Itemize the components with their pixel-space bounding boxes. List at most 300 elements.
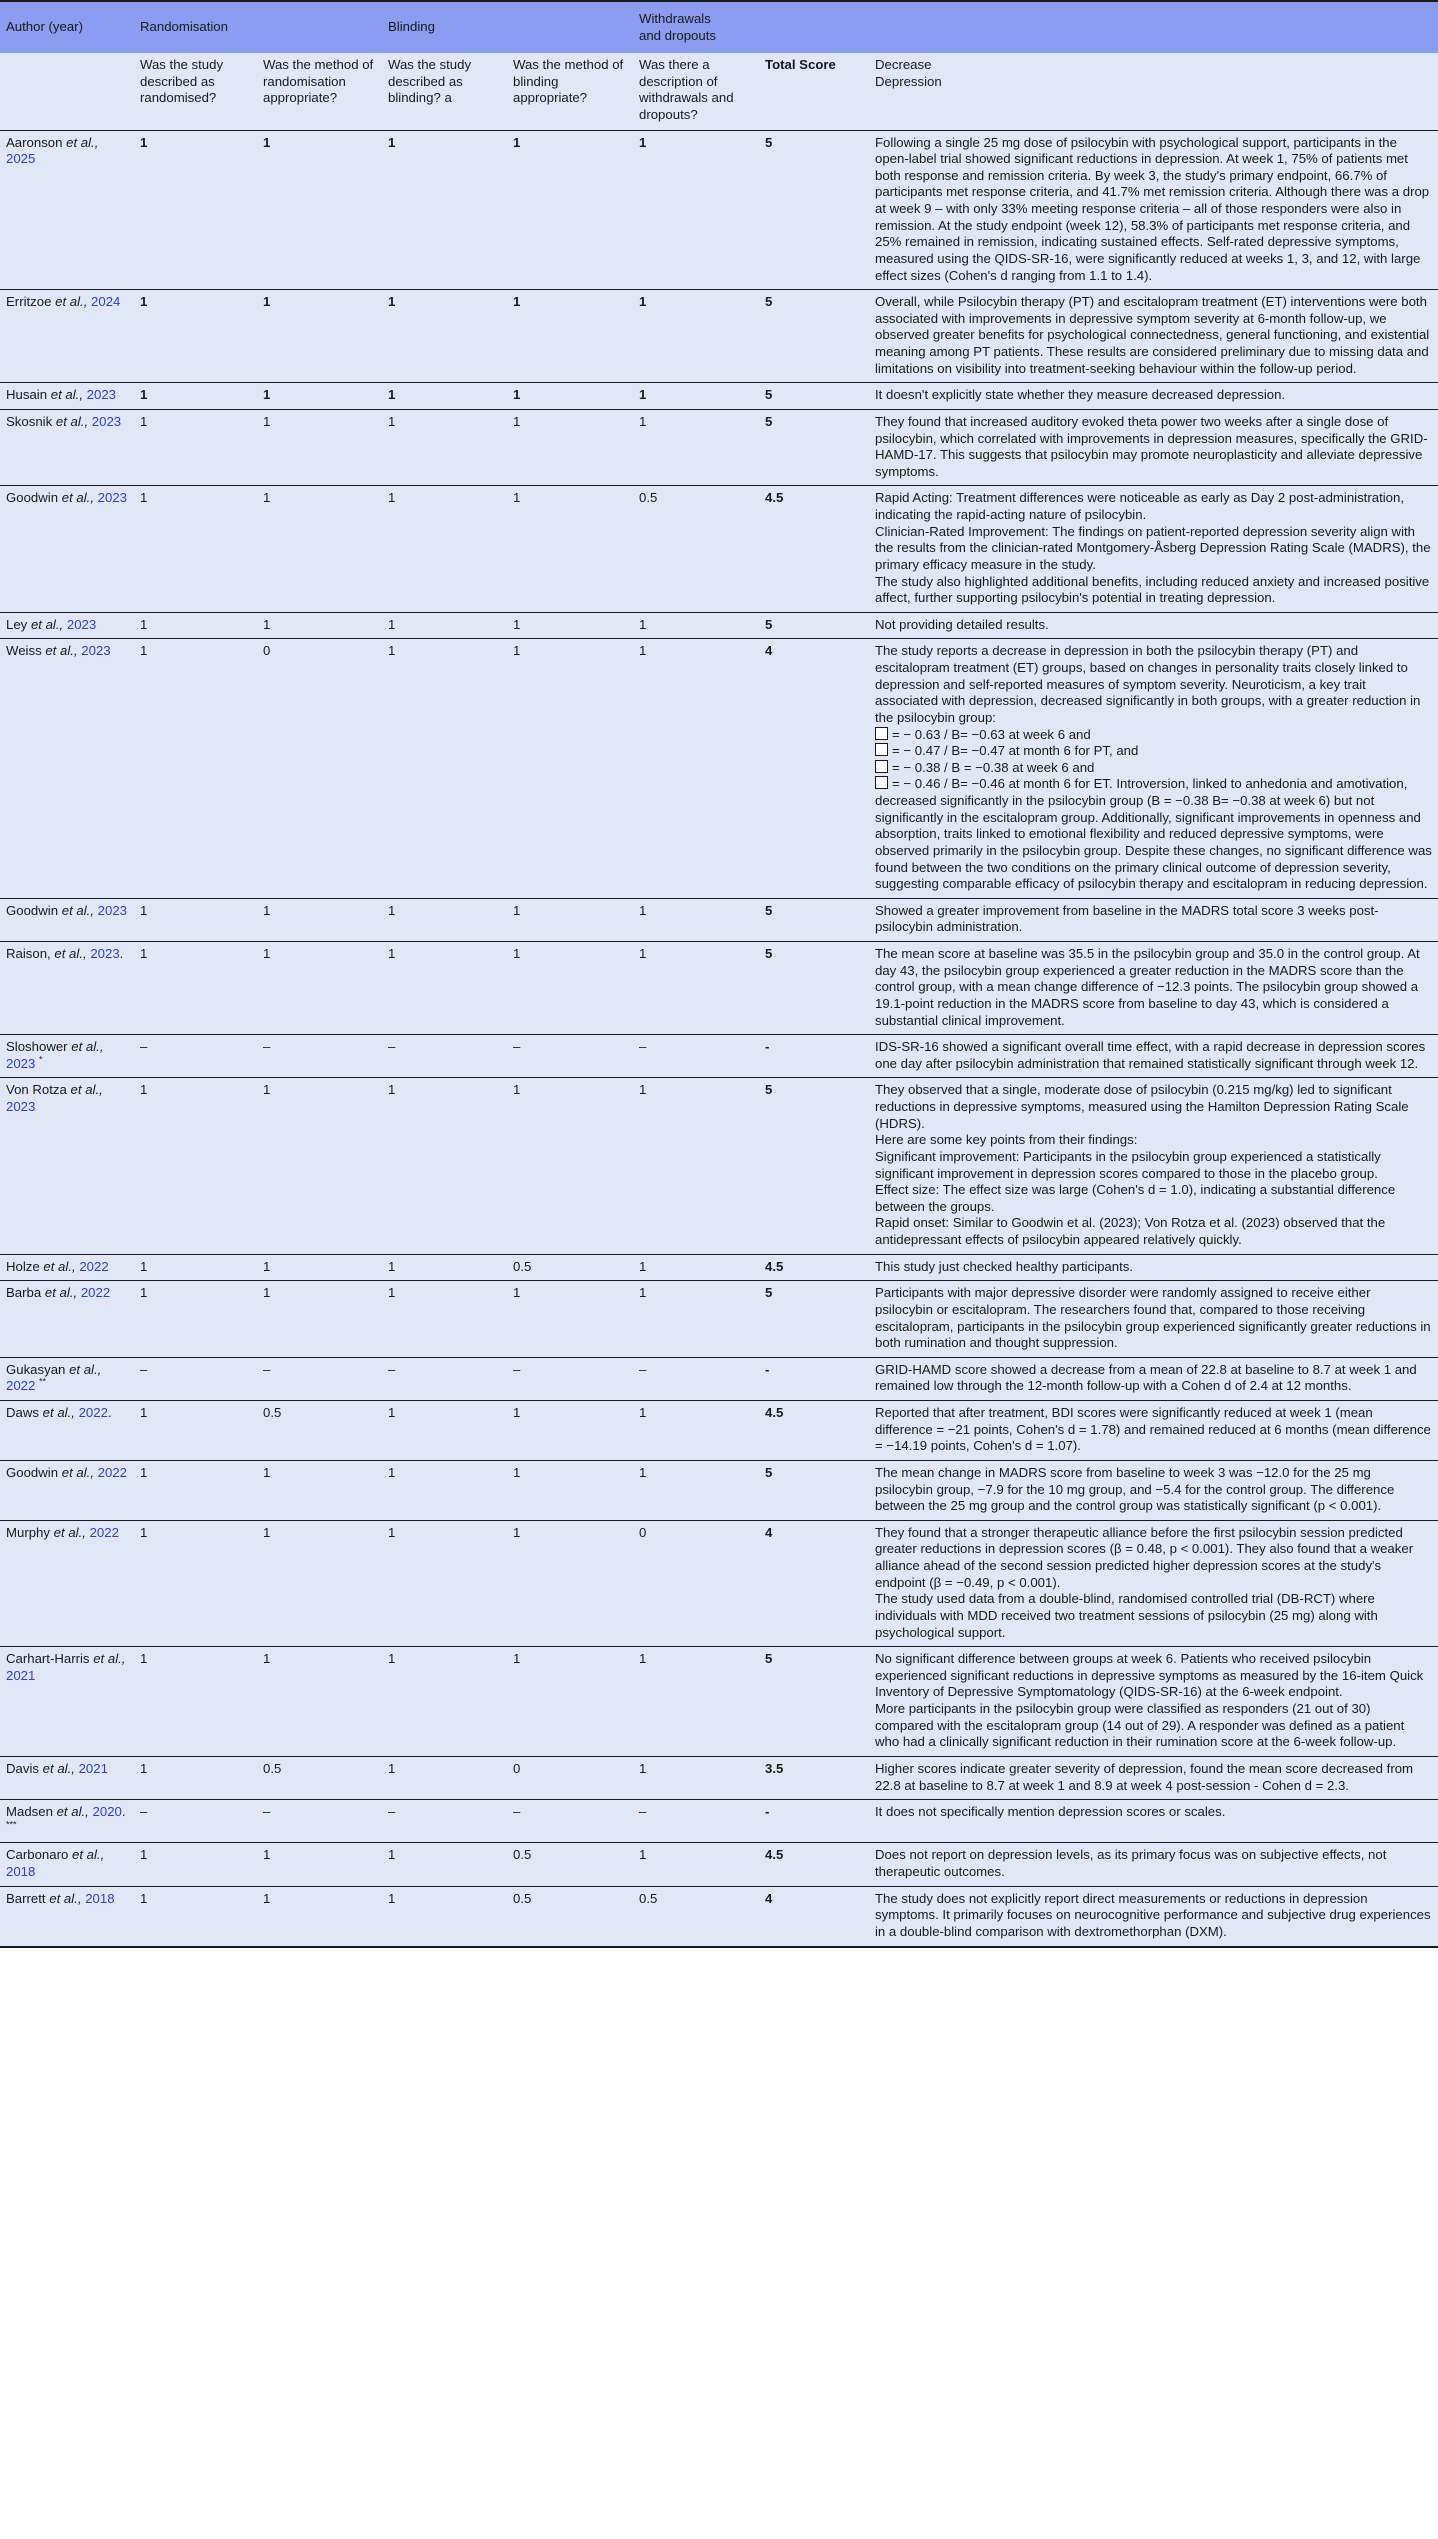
score-blind-described: 1 (382, 612, 507, 639)
author-name: Davis (6, 1760, 39, 1776)
author-name: Daws (6, 1405, 39, 1420)
decrease-text: Does not report on depression levels, as its primary focus was on subjective effects, not therapeutic outcomes. (875, 1847, 1387, 1879)
total-score: 5 (759, 409, 869, 486)
author-etal: et al., (53, 1524, 86, 1540)
score-blind-method: 1 (507, 1401, 633, 1461)
author-etal: et al., (55, 413, 89, 429)
year-link[interactable]: 2023 (81, 643, 111, 659)
decrease-text: They found that increased auditory evoked theta power two weeks after a single dose of psilocybin, which correlated with improvements in depression measures, specifically the GRID-HAMD-17. This suggests that psilocybin may promote neuroplasticity and alleviate depressive symptoms. (875, 413, 1428, 479)
header-q-blind-described: Was the study described as blinding? a (382, 53, 507, 130)
header-randomisation: Randomisation (134, 1, 382, 53)
author-name: Skosnik (6, 413, 53, 429)
score-blind-described: – (382, 1357, 507, 1400)
decrease-text: The mean change in MADRS score from baseline to week 3 was −12.0 for the 25 mg psilocybin group, −7.9 for the 10 mg group, and −5.4 for the control group. The difference between the 25 mg group and the control group was statistically significant (p < 0.001). (875, 1464, 1395, 1514)
year-link[interactable]: 2022 (79, 1258, 109, 1274)
decrease-depression-cell (869, 639, 1438, 898)
score-blind-method: 1 (507, 130, 633, 290)
score-blind-method: 1 (507, 1520, 633, 1646)
score-withdrawals: 1 (633, 290, 759, 383)
decrease-point: Rapid onset: Similar to Goodwin et al. (2023); Von Rotza et al. (2023) observed that the antidepressant effects of psilocybin appeared relatively quickly. (875, 1215, 1386, 1247)
decrease-text: This study just checked healthy participants. (875, 1258, 1134, 1274)
score-blind-method: 1 (507, 383, 633, 410)
author-cell (0, 612, 134, 639)
score-withdrawals: – (633, 1357, 759, 1400)
table-header (0, 1, 1438, 130)
total-score: 5 (759, 612, 869, 639)
year-link[interactable]: 2021 (6, 1667, 36, 1683)
score-blind-described: 1 (382, 942, 507, 1035)
total-score: 5 (759, 1078, 869, 1254)
score-withdrawals: 1 (633, 1401, 759, 1461)
decrease-check-text: = − 0.63 / B= −0.63 at week 6 and (892, 726, 1091, 742)
score-rand-method: 1 (257, 1078, 382, 1254)
score-withdrawals: 1 (633, 130, 759, 290)
score-rand-method: – (257, 1800, 382, 1843)
score-blind-method: – (507, 1035, 633, 1078)
table-row (0, 409, 1438, 486)
decrease-depression-cell (869, 1035, 1438, 1078)
score-rand-method: 0.5 (257, 1756, 382, 1799)
score-rand-method: 1 (257, 612, 382, 639)
score-blind-method: 0.5 (507, 1843, 633, 1886)
score-rand-described: – (134, 1800, 257, 1843)
header-decrease-depression: Decrease Depression (869, 53, 1438, 130)
decrease-text: It doesn't explicitly state whether they measure decreased depression. (875, 387, 1286, 403)
total-score: - (759, 1035, 869, 1078)
score-rand-method: 1 (257, 290, 382, 383)
year-link[interactable]: 2023 (97, 490, 128, 506)
score-rand-described: 1 (134, 486, 257, 612)
author-name: Murphy (6, 1524, 50, 1540)
score-rand-described: 1 (134, 1460, 257, 1520)
score-rand-method: 1 (257, 898, 382, 941)
score-blind-described: 1 (382, 383, 507, 410)
decrease-depression-cell (869, 1843, 1438, 1886)
author-name: Carbonaro (6, 1847, 69, 1863)
score-rand-described: 1 (134, 1843, 257, 1886)
decrease-depression-cell (869, 1254, 1438, 1281)
decrease-depression-cell (869, 1647, 1438, 1757)
table-row (0, 612, 1438, 639)
score-withdrawals: 1 (633, 1843, 759, 1886)
score-rand-method: 1 (257, 1254, 382, 1281)
score-withdrawals: 0.5 (633, 486, 759, 612)
score-rand-described: 1 (134, 1078, 257, 1254)
score-rand-method: 1 (257, 1460, 382, 1520)
table-row (0, 1843, 1438, 1886)
decrease-depression-cell (869, 1460, 1438, 1520)
author-cell (0, 1035, 134, 1078)
total-score: 4.5 (759, 1843, 869, 1886)
header-q-rand-described: Was the study described as randomised? (134, 53, 257, 130)
decrease-depression-cell (869, 1800, 1438, 1843)
author-etal: et al., (66, 134, 99, 150)
year-link[interactable]: 2023 (86, 387, 117, 403)
score-blind-described: 1 (382, 1460, 507, 1520)
header-q-blind-method: Was the method of blinding appropriate? (507, 53, 633, 130)
table-row (0, 1401, 1438, 1461)
decrease-depression-cell (869, 130, 1438, 290)
score-rand-described: 1 (134, 1756, 257, 1799)
score-rand-method: 1 (257, 486, 382, 612)
author-etal: et al., (50, 387, 83, 403)
score-rand-method: – (257, 1035, 382, 1078)
author-etal: et al., (55, 294, 88, 310)
decrease-depression-cell (869, 1401, 1438, 1461)
score-blind-described: 1 (382, 898, 507, 941)
score-withdrawals: 1 (633, 612, 759, 639)
score-rand-described: – (134, 1035, 257, 1078)
score-blind-described: 1 (382, 1647, 507, 1757)
table-row (0, 1254, 1438, 1281)
decrease-text: Higher scores indicate greater severity of depression, found the mean score decreased from 22.8 at baseline to 8.7 at week 1 and 8.9 at week 4 post-session - Cohen d = 2.3. (875, 1760, 1414, 1793)
footnote-mark: *** (6, 1819, 17, 1830)
score-blind-described: 1 (382, 290, 507, 383)
author-name: Goodwin (6, 902, 59, 918)
decrease-depression-cell (869, 290, 1438, 383)
year-link[interactable]: 2022 (97, 1464, 128, 1480)
score-blind-described: 1 (382, 486, 507, 612)
score-withdrawals: 1 (633, 1647, 759, 1757)
year-link[interactable]: 2025 (6, 151, 36, 167)
year-suffix: . (119, 946, 124, 961)
table-row (0, 639, 1438, 898)
score-rand-described: 1 (134, 1886, 257, 1946)
author-etal: et al., (56, 1804, 89, 1820)
table-row (0, 1520, 1438, 1646)
total-score: 5 (759, 942, 869, 1035)
score-withdrawals: – (633, 1035, 759, 1078)
author-etal: et al., (61, 1464, 94, 1480)
year-link[interactable]: 2022 (6, 1378, 36, 1394)
header-withdrawals: Withdrawals and dropouts (633, 1, 759, 53)
score-blind-method: 0.5 (507, 1254, 633, 1281)
author-cell (0, 1460, 134, 1520)
author-cell (0, 1357, 134, 1400)
year-link[interactable]: 2023 (6, 1055, 36, 1071)
score-blind-described: 1 (382, 1281, 507, 1358)
header-q-withdrawals: Was there a description of withdrawals and dropouts? (633, 53, 759, 130)
score-rand-method: 1 (257, 942, 382, 1035)
score-rand-described: 1 (134, 1520, 257, 1646)
score-withdrawals: 1 (633, 1756, 759, 1799)
decrease-text: Showed a greater improvement from baseline in the MADRS total score 3 weeks post-psilocybin administration. (875, 902, 1379, 935)
decrease-depression-cell (869, 486, 1438, 612)
author-cell (0, 1756, 134, 1799)
year-link[interactable]: 2018 (85, 1890, 115, 1906)
author-cell (0, 1401, 134, 1461)
author-cell (0, 1254, 134, 1281)
decrease-text: The mean score at baseline was 35.5 in the psilocybin group and 35.0 in the control group. At day 43, the psilocybin group experienced a greater reduction in the MADRS score than the control group, with a mean change difference of −12.3 points. The psilocybin group showed a 19.1-point reduction in the MADRS score from baseline to day 43, which is considered a substantial clinical improvement. (875, 946, 1420, 1028)
score-rand-method: 0.5 (257, 1401, 382, 1461)
total-score: - (759, 1357, 869, 1400)
table-row (0, 1035, 1438, 1078)
table-row (0, 1078, 1438, 1254)
score-blind-method: 1 (507, 942, 633, 1035)
score-rand-described: 1 (134, 1647, 257, 1757)
author-name: Madsen (6, 1804, 53, 1820)
author-cell (0, 898, 134, 941)
score-rand-method: 1 (257, 1520, 382, 1646)
score-blind-method: 1 (507, 1078, 633, 1254)
year-link[interactable]: 2022 (80, 1285, 111, 1301)
year-link[interactable]: 2021 (78, 1760, 108, 1776)
checkbox-glyph-icon (875, 760, 888, 773)
decrease-paragraph: They found that a stronger therapeutic alliance before the first psilocybin session predicted greater reductions in depression scores (β = 0.48, p < 0.001). They also found that a weaker alliance ahead of the second session predicted higher depression scores at the study's endpoint (β = −0.49, p < 0.001). (875, 1524, 1414, 1590)
author-etal: et al., (61, 490, 94, 506)
year-link[interactable]: 2024 (91, 294, 121, 310)
score-blind-method: – (507, 1800, 633, 1843)
table-row (0, 1460, 1438, 1520)
decrease-depression-cell (869, 1886, 1438, 1946)
score-rand-method: 1 (257, 409, 382, 486)
year-link[interactable]: 2022 (89, 1524, 119, 1540)
footnote-mark: * (39, 1054, 43, 1065)
score-rand-method: 1 (257, 1843, 382, 1886)
decrease-text: Participants with major depressive disorder were randomly assigned to receive either psilocybin or escitalopram. The researchers found that, compared to those receiving escitalopram, participants in the psilocybin group experienced significantly greater reductions in both rumination and thought suppression. (875, 1285, 1431, 1351)
decrease-text: IDS-SR-16 showed a significant overall time effect, with a rapid decrease in depression scores one day after psilocybin administration that remained statistically significant through week 12. (875, 1039, 1426, 1071)
decrease-intro: The study reports a decrease in depression in both the psilocybin therapy (PT) and escitalopram treatment (ET) groups, based on changes in personality traits closely linked to depression and self-reported measures of symptom severity. Neuroticism, a key trait associated with depression, decreased significantly in both groups, with a greater reduction in the psilocybin group: (875, 643, 1421, 725)
author-cell (0, 290, 134, 383)
score-blind-described: 1 (382, 409, 507, 486)
total-score: 4 (759, 639, 869, 898)
score-rand-described: 1 (134, 409, 257, 486)
score-withdrawals: 0.5 (633, 1886, 759, 1946)
decrease-depression-cell (869, 612, 1438, 639)
total-score: 4 (759, 1520, 869, 1646)
decrease-depression-cell (869, 942, 1438, 1035)
score-rand-described: 1 (134, 383, 257, 410)
decrease-check-text: = − 0.46 / B= −0.46 at month 6 for ET. Introversion, linked to anhedonia and amotivation, decreased significantly in the psilocybin group (B = −0.38 B= −0.38 at week 6) but not significantly in the escitalopram group. Additionally, significant improvements in openness and absorption, traits linked to emotional flexibility and reduced depressive symptoms, were observed primarily in the psilocybin group. Despite these changes, no significant difference was found between the two conditions on the primary clinical outcome of depression severity, suggesting comparable efficacy of psilocybin therapy and escitalopram in reducing depression. (875, 776, 1432, 892)
score-blind-described: 1 (382, 639, 507, 898)
total-score: 4.5 (759, 1401, 869, 1461)
score-rand-described: 1 (134, 612, 257, 639)
decrease-paragraph: The study used data from a double-blind, randomised controlled trial (DB-RCT) where individuals with MDD received two treatment sessions of psilocybin (25 mg) along with psychological support. (875, 1591, 1378, 1640)
score-blind-described: – (382, 1800, 507, 1843)
year-link[interactable]: 2018 (6, 1864, 36, 1879)
decrease-intro: They observed that a single, moderate dose of psilocybin (0.215 mg/kg) led to significant reductions in depressive symptoms, measured using the Hamilton Depression Rating Scale (HDRS). (875, 1082, 1409, 1131)
score-rand-method: 1 (257, 1281, 382, 1358)
total-score: 4 (759, 1886, 869, 1946)
total-score: 5 (759, 383, 869, 410)
score-rand-method: 1 (257, 1647, 382, 1757)
decrease-check-text: = − 0.47 / B= −0.47 at month 6 for PT, and (892, 743, 1139, 759)
score-blind-method: – (507, 1357, 633, 1400)
author-etal: et al., (70, 1082, 103, 1098)
score-blind-method: 1 (507, 1460, 633, 1520)
year-suffix: . (121, 1804, 126, 1820)
author-cell (0, 1843, 134, 1886)
total-score: 5 (759, 290, 869, 383)
author-etal: et al., (44, 1285, 78, 1301)
author-cell (0, 1520, 134, 1646)
author-name: Carhart-Harris (6, 1651, 90, 1667)
footnote-mark: ** (39, 1376, 47, 1387)
author-etal: et al., (69, 1361, 102, 1377)
score-blind-method: 1 (507, 486, 633, 612)
decrease-text: Overall, while Psilocybin therapy (PT) and escitalopram treatment (ET) interventions were both associated with improvements in depressive symptom severity at 6-month follow-up, we observed greater benefits for psychological connectedness, general functioning, and existential meaning among PT patients. These results are considered preliminary due to missing data and limitations on visibility into treatment-seeking behaviour within the follow-up period. (875, 294, 1430, 376)
decrease-depression-cell (869, 1520, 1438, 1646)
author-name: Von Rotza (6, 1082, 67, 1098)
author-cell (0, 1800, 134, 1843)
decrease-depression-cell (869, 383, 1438, 410)
decrease-check-text: = − 0.38 / B = −0.38 at week 6 and (892, 759, 1095, 775)
score-withdrawals: 1 (633, 1460, 759, 1520)
decrease-points-intro: Here are some key points from their findings: (875, 1132, 1138, 1148)
score-blind-described: 1 (382, 1254, 507, 1281)
table-row (0, 383, 1438, 410)
decrease-check-line (875, 743, 1432, 760)
author-name: Weiss (6, 643, 42, 659)
author-cell (0, 409, 134, 486)
decrease-text: Following a single 25 mg dose of psilocybin with psychological support, participants in the open-label trial showed significant reductions in depression. At week 1, 75% of patients met both response and remission criteria. By week 3, the study's primary endpoint, 66.7% of participants met response criteria, and 41.7% met remission criteria. Although there was a drop at week 9 – with only 33% meeting response criteria – all of those responders were also in remission. At the study endpoint (week 12), 58.3% of participants met response criteria, and 25% remained in remission, indicating sustained effects. Self-rated depressive symptoms, measured using the QIDS-SR-16, were significantly reduced at weeks 1, 3, and 12, with large effect sizes (Cohen's d ranging from 1.1 to 1.4). (875, 134, 1430, 283)
table-row (0, 130, 1438, 290)
score-withdrawals: – (633, 1800, 759, 1843)
author-etal: et al., (42, 1405, 75, 1420)
table-body (0, 130, 1438, 1947)
author-name: Goodwin (6, 490, 59, 506)
score-blind-method: 1 (507, 898, 633, 941)
checkbox-glyph-icon (875, 727, 888, 740)
decrease-check-line (875, 776, 1432, 892)
author-name: Erritzoe (6, 294, 52, 310)
author-etal: et al., (71, 1847, 105, 1863)
table-row (0, 942, 1438, 1035)
score-withdrawals: 1 (633, 1281, 759, 1358)
score-blind-method: 0 (507, 1756, 633, 1799)
author-etal: et al., (43, 1258, 76, 1274)
total-score: 5 (759, 1460, 869, 1520)
total-score: 5 (759, 1281, 869, 1358)
table-row (0, 1886, 1438, 1946)
decrease-depression-cell (869, 1357, 1438, 1400)
year-link[interactable]: 2022 (78, 1405, 108, 1420)
year-link[interactable]: 2020 (92, 1804, 122, 1820)
score-rand-method: 1 (257, 130, 382, 290)
decrease-check-line (875, 760, 1432, 777)
year-suffix: . (107, 1405, 112, 1420)
total-score: 5 (759, 898, 869, 941)
total-score: 4.5 (759, 1254, 869, 1281)
decrease-depression-cell (869, 898, 1438, 941)
score-blind-method: 0.5 (507, 1886, 633, 1946)
total-score: - (759, 1800, 869, 1843)
author-cell (0, 1647, 134, 1757)
author-name: Barrett (6, 1890, 46, 1906)
score-rand-described: 1 (134, 898, 257, 941)
total-score: 3.5 (759, 1756, 869, 1799)
decrease-text: It does not specifically mention depression scores or scales. (875, 1804, 1226, 1820)
author-name: Raison, (6, 946, 51, 961)
table-row (0, 1357, 1438, 1400)
total-score: 5 (759, 1647, 869, 1757)
decrease-paragraph: More participants in the psilocybin group were classified as responders (21 out of 30) compared with the escitalopram group (14 out of 29). A responder was defined as a patient who had a clinically significant reduction in their rumination score at the 6-week follow-up. (875, 1701, 1405, 1750)
author-cell (0, 1886, 134, 1946)
score-rand-described: 1 (134, 1254, 257, 1281)
year-link[interactable]: 2023 (66, 616, 97, 632)
score-blind-described: 1 (382, 1078, 507, 1254)
score-withdrawals: 1 (633, 639, 759, 898)
score-rand-method: – (257, 1357, 382, 1400)
checkbox-glyph-icon (875, 776, 888, 789)
author-cell (0, 639, 134, 898)
year-link[interactable]: 2023 (97, 902, 128, 918)
score-blind-described: – (382, 1035, 507, 1078)
table-row (0, 290, 1438, 383)
author-etal: et al., (61, 902, 94, 918)
score-blind-described: 1 (382, 1756, 507, 1799)
decrease-point: Significant improvement: Participants in the psilocybin group experienced a statistically significant improvement in depression scores compared to those in the placebo group. (875, 1148, 1381, 1181)
table-row (0, 898, 1438, 941)
decrease-check-line (875, 727, 1432, 744)
header-author: Author (year) (0, 1, 134, 53)
author-name: Goodwin (6, 1464, 59, 1480)
total-score: 5 (759, 130, 869, 290)
score-withdrawals: 1 (633, 383, 759, 410)
year-link[interactable]: 2023 (91, 413, 122, 429)
checkbox-glyph-icon (875, 743, 888, 756)
score-rand-described: 1 (134, 639, 257, 898)
author-name: Sloshower (6, 1039, 68, 1055)
decrease-paragraph: The study also highlighted additional benefits, including reduced anxiety and increased positive affect, further supporting psilocybin's potential in treating depression. (875, 573, 1430, 606)
table-row (0, 1800, 1438, 1843)
score-blind-described: 1 (382, 130, 507, 290)
score-rand-described: 1 (134, 942, 257, 1035)
decrease-point: Effect size: The effect size was large (Cohen's d = 1.0), indicating a substantial difference between the groups. (875, 1182, 1396, 1214)
score-rand-described: 1 (134, 130, 257, 290)
decrease-text: Not providing detailed results. (875, 616, 1049, 632)
table-row (0, 1756, 1438, 1799)
score-blind-method: 1 (507, 290, 633, 383)
author-etal: et al., (49, 1890, 82, 1906)
decrease-paragraph: Clinician-Rated Improvement: The findings on patient-reported depression severity align with the results from the clinician-rated Montgomery-Åsberg Depression Rating Scale (MADRS), the primary efficacy measure in the study. (875, 523, 1431, 572)
year-link[interactable]: 2023 (90, 946, 120, 961)
score-withdrawals: 1 (633, 1078, 759, 1254)
header-blinding: Blinding (382, 1, 633, 53)
author-cell (0, 130, 134, 290)
score-withdrawals: 1 (633, 898, 759, 941)
author-cell (0, 942, 134, 1035)
decrease-text: Reported that after treatment, BDI scores were significantly reduced at week 1 (mean difference = −21 points, Cohen's d = 1.78) and remained reduced at 6 months (mean difference = −14.19 points, Cohen's d = 1.07). (875, 1405, 1431, 1454)
author-cell (0, 383, 134, 410)
score-blind-described: 1 (382, 1520, 507, 1646)
decrease-depression-cell (869, 1078, 1438, 1254)
author-etal: et al., (45, 643, 78, 659)
author-etal: et al., (42, 1760, 75, 1776)
author-name: Husain (6, 387, 48, 403)
score-blind-described: 1 (382, 1401, 507, 1461)
author-name: Ley (6, 616, 28, 632)
score-blind-method: 1 (507, 1281, 633, 1358)
table-row (0, 486, 1438, 612)
score-rand-method: 1 (257, 383, 382, 410)
table-row (0, 1281, 1438, 1358)
score-rand-described: – (134, 1357, 257, 1400)
score-withdrawals: 0 (633, 1520, 759, 1646)
author-etal: et al., (30, 616, 64, 632)
score-withdrawals: 1 (633, 942, 759, 1035)
score-rand-described: 1 (134, 290, 257, 383)
author-etal: et al., (54, 946, 87, 961)
author-name: Holze (6, 1258, 40, 1274)
decrease-text: GRID-HAMD score showed a decrease from a mean of 22.8 at baseline to 8.7 at week 1 and remained low through the 12-month follow-up with a Cohen d of 2.4 at 12 months. (875, 1361, 1417, 1394)
decrease-depression-cell (869, 1756, 1438, 1799)
year-link[interactable]: 2023 (6, 1099, 36, 1114)
score-blind-method: 1 (507, 1647, 633, 1757)
score-blind-method: 1 (507, 409, 633, 486)
score-withdrawals: 1 (633, 1254, 759, 1281)
score-rand-described: 1 (134, 1281, 257, 1358)
